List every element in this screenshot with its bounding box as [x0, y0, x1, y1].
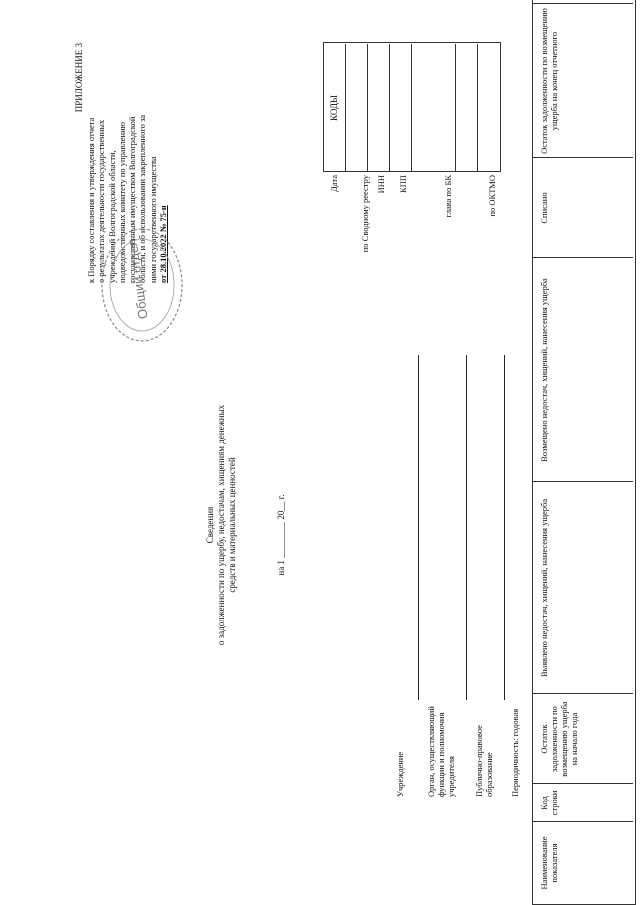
appendix-line: о результатах деятельности государственных [96, 119, 107, 283]
codes-cell [367, 44, 368, 172]
title-heading: Сведения [205, 506, 215, 544]
col-header: Наименование показателя [539, 836, 559, 890]
codes-label-date: Дата [329, 175, 339, 192]
appendix-line: к Порядку составления и утверждения отчета [86, 117, 96, 283]
codes-label-oktmo: по ОКТМО [487, 175, 497, 217]
authority-line [466, 355, 467, 700]
col-header: Списано [539, 192, 549, 224]
col-header: Выявлено недостач, хищений, нанесения ущерба [539, 498, 549, 678]
col-header: Код строки [539, 790, 559, 816]
label-authority: Орган, осуществляющий функции и полномочия учредителя [426, 706, 456, 797]
codes-cell [477, 44, 478, 172]
codes-label-bk: глава по БК [443, 175, 453, 218]
stamp-text: Общий отдел [124, 237, 151, 321]
col-header: Остаток задолженности по возмещению ущерба на начало года [539, 701, 579, 777]
col-header: Остаток задолженности по возмещению ущерба на конец отчетного [539, 8, 559, 154]
appendix-line: государственным имуществом Волгоградской [127, 116, 138, 283]
table-col [533, 693, 633, 784]
table-col [533, 783, 633, 822]
appendix-line: ними государственного имущества [147, 156, 158, 283]
codes-table [323, 42, 501, 172]
table-col [533, 257, 633, 482]
codes-label-registry: по Сводному реестру [360, 175, 370, 253]
appendix-line: подведомственных комитету по управлению [116, 122, 127, 283]
codes-label-inn: ИНН [376, 175, 386, 194]
appendix-date: от 28.10.2022 № 75-н [158, 205, 169, 283]
label-public-entity: Публично-правовое образование [474, 725, 494, 797]
table-col [533, 821, 633, 904]
table-col [533, 481, 633, 694]
col-header: Возмещено недостач, хищений, нанесения ущерба [539, 278, 549, 462]
codes-box [323, 42, 501, 172]
title-line: о задолженности по ущербу, недостачам, хищениям денежных [216, 404, 226, 646]
office-stamp [90, 215, 190, 345]
main-table [532, 0, 636, 905]
codes-cell [411, 44, 412, 172]
table-col [533, 3, 633, 158]
public-entity-line [504, 355, 505, 700]
title-line: средств и материальных ценностей [227, 457, 237, 593]
appendix-line: области, и об использовании закрепленного за [137, 114, 148, 283]
label-periodicity: Периодичность: годовая [510, 708, 520, 797]
document-title [205, 395, 238, 655]
codes-label-kpp: КПП [398, 175, 408, 193]
institution-line [418, 355, 419, 700]
appendix-line: учреждений Волгоградской области, [106, 150, 117, 283]
codes-header: КОДЫ [323, 44, 346, 172]
report-date: на 1 ________ 20__ г. [276, 494, 286, 576]
table-col [533, 157, 633, 258]
codes-cell [389, 44, 390, 172]
appendix-title: ПРИЛОЖЕНИЕ 3 [74, 43, 84, 113]
label-institution: Учреждение [395, 751, 405, 797]
codes-cell [455, 44, 456, 172]
